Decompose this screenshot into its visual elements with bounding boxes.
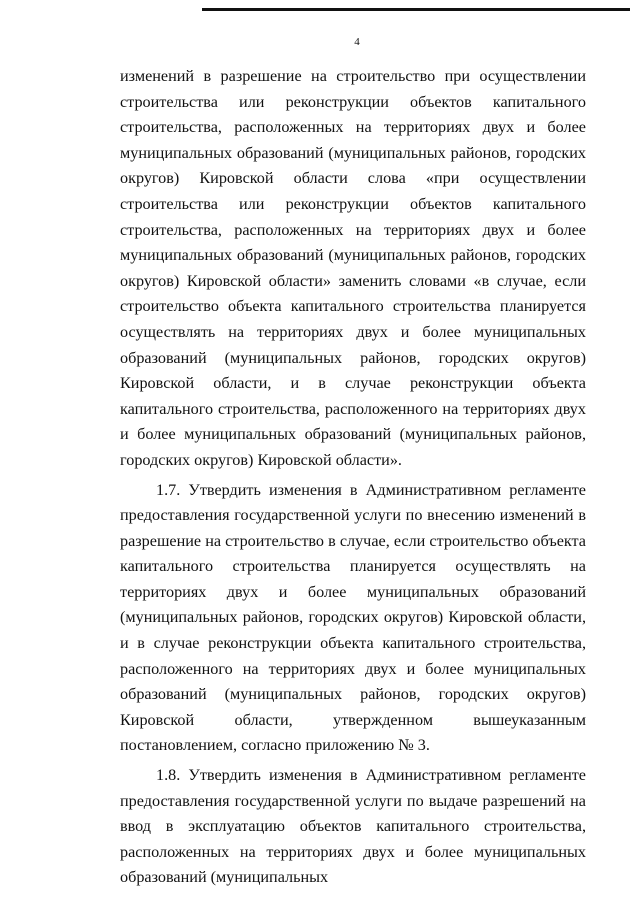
top-rule [202, 8, 630, 11]
page-number: 4 [354, 36, 360, 48]
paragraph-1-8: 1.8. Утвердить изменения в Административном регламенте предоставления государственной услуги по выдаче разрешений на ввод в эксплуатацию объектов капитального строительства, расположенных на территориях двух и более муниципальных образований (муниципальных [120, 766, 586, 887]
continuation-paragraph: изменений в разрешение на строительство при осуществлении строительства или реконструкции объектов капитального строительства, расположенных на территориях двух и более муниципальных образований (муниципальных районов, городских округов) Кировской области слова «при осуществлении строительства или реконструкции объектов капитального строительства, расположенных на территориях двух и более муниципальных образований (муниципальных районов, городских округов) Кировской области» заменить словами «в случае, если строительство объекта капитального строительства планируется осуществлять на территориях двух и более муниципальных образований (муниципальных районов, городских округов) Кировской области, и в случае реконструкции объекта капитального строительства, расположенного на территориях двух и более муниципальных образований (муниципальных районов, городских округов) Кировской области». [120, 67, 586, 469]
document-body [120, 64, 586, 891]
paragraph-1-7: 1.7. Утвердить изменения в Административном регламенте предоставления государственной услуги по внесению изменений в разрешение на строительство в случае, если строительство объекта капитального строительства планируется осуществлять на территориях двух и более муниципальных образований (муниципальных районов, городских округов) Кировской области, и в случае реконструкции объекта капитального строительства, расположенного на территориях двух и более муниципальных образований (муниципальных районов, городских округов) Кировской области, утвержденном вышеуказанным постановлением, согласно приложению № 3. [120, 480, 586, 755]
